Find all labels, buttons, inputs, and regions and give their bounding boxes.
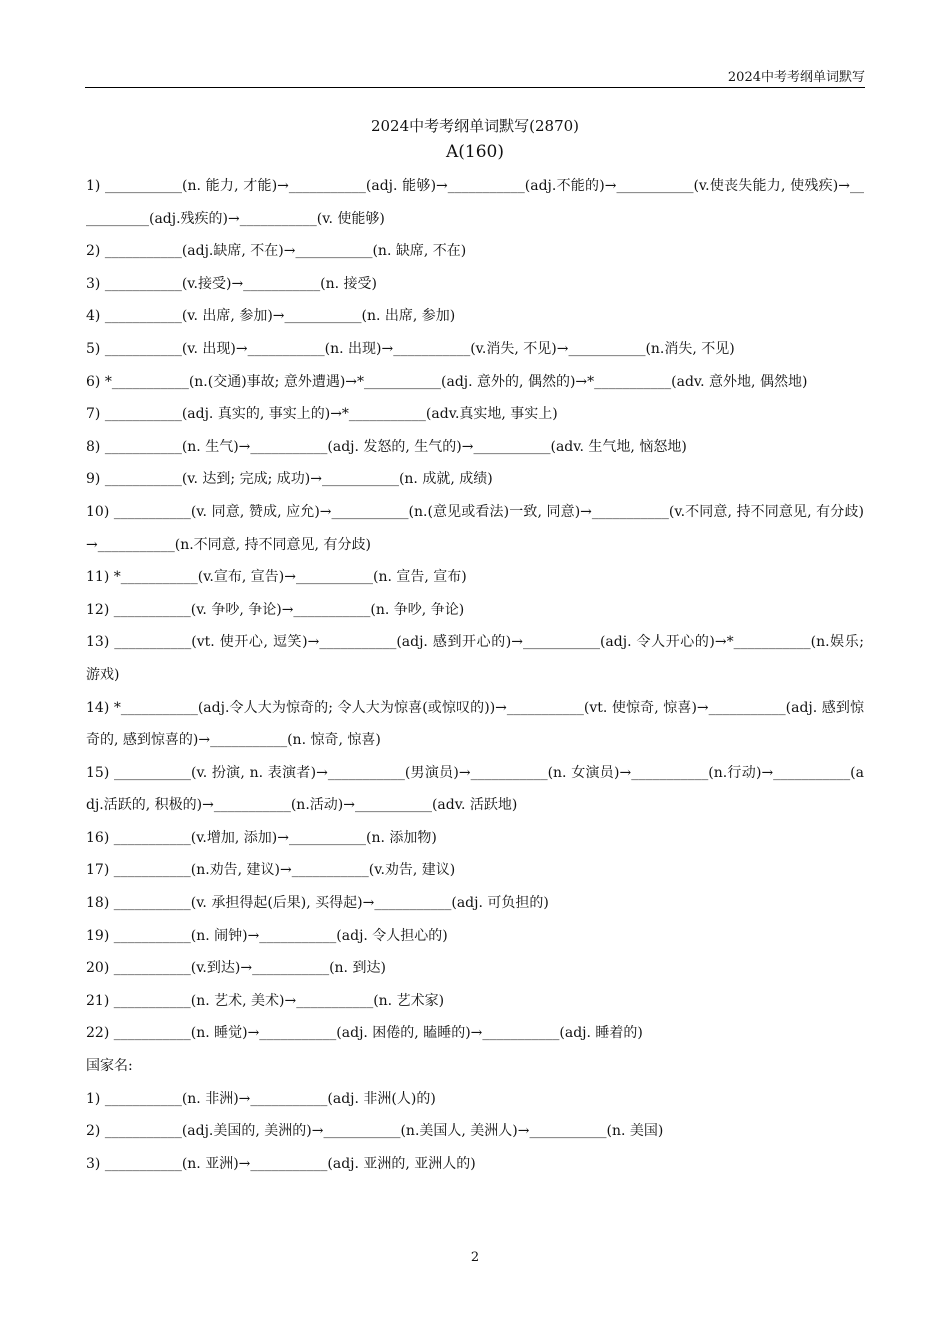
exercise-line: 20) ___________(v.到达)→___________(n. 到达) xyxy=(86,960,386,977)
exercise-line: 6) *___________(n.(交通)事故; 意外遭遇)→*___________(adj. 意外的, 偶然的)→*___________(adv. 意外地, 偶然地) xyxy=(86,373,808,390)
running-header: 2024中考考纲单词默写 xyxy=(727,70,865,85)
exercise-line: 8) ___________(n. 生气)→___________(adj. 发怒的, 生气的)→___________(adv. 生气地, 恼怒地) xyxy=(86,438,687,455)
header-divider xyxy=(85,87,865,88)
document-title: 2024中考考纲单词默写(2870) xyxy=(370,117,580,135)
exercise-line: 10) ___________(v. 同意, 赞成, 应允)→___________(n.(意见或看法)一致, 同意)→___________(v.不同意, 持不同意见, 有分歧)→___________(n.不同意, 持不同意见, 有分歧) xyxy=(86,503,864,553)
exercise-line: 18) ___________(v. 承担得起(后果), 买得起)→___________(adj. 可负担的) xyxy=(86,895,549,912)
worksheet-body xyxy=(86,114,869,1180)
exercise-line: 15) ___________(v. 扮演, n. 表演者)→___________(男演员)→___________(n. 女演员)→___________(n.行动)→___________(adj.活跃的, 积极的)→___________(n.活动)→___________(adv. 活跃地) xyxy=(86,764,864,814)
exercise-line: 21) ___________(n. 艺术, 美术)→___________(n. 艺术家) xyxy=(86,992,445,1009)
exercise-line: 9) ___________(v. 达到; 完成; 成功)→___________(n. 成就, 成绩) xyxy=(86,471,493,488)
exercise-line: 2) ___________(adj.美国的, 美洲的)→___________(n.美国人, 美洲人)→___________(n. 美国) xyxy=(86,1123,664,1140)
page-number: 2 xyxy=(470,1250,480,1265)
exercise-line: 3) ___________(v.接受)→___________(n. 接受) xyxy=(86,275,378,292)
exercise-line: 19) ___________(n. 闹钟)→___________(adj. 令人担心的) xyxy=(86,927,448,944)
exercise-line: 12) ___________(v. 争吵, 争论)→___________(n. 争吵, 争论) xyxy=(86,601,465,618)
exercise-line: 17) ___________(n.劝告, 建议)→___________(v.劝告, 建议) xyxy=(86,862,456,879)
exercise-line: 5) ___________(v. 出现)→___________(n. 出现)→___________(v.消失, 不见)→___________(n.消失, 不见) xyxy=(86,340,735,357)
exercise-line: 22) ___________(n. 睡觉)→___________(adj. 困倦的, 瞌睡的)→___________(adj. 睡着的) xyxy=(86,1025,643,1042)
exercise-line: 4) ___________(v. 出席, 参加)→___________(n. 出席, 参加) xyxy=(86,308,456,325)
exercise-line: 13) ___________(vt. 使开心, 逗笑)→___________(adj. 感到开心的)→___________(adj. 令人开心的)→*___________(n.娱乐; 游戏) xyxy=(86,634,869,683)
exercise-line: 3) ___________(n. 亚洲)→___________(adj. 亚洲的, 亚洲人的) xyxy=(86,1155,476,1172)
exercise-line: 2) ___________(adj.缺席, 不在)→___________(n. 缺席, 不在) xyxy=(86,243,467,260)
exercise-line: 14) *___________(adj.令人大为惊奇的; 令人大为惊喜(或惊叹的))→___________(vt. 使惊奇, 惊喜)→___________(adj. 感到惊奇的, 感到惊喜的)→___________(n. 惊奇, 惊喜) xyxy=(86,699,864,749)
exercise-line: 11) *___________(v.宣布, 宣告)→___________(n. 宣告, 宣布) xyxy=(86,569,467,586)
exercise-line: 16) ___________(v.增加, 添加)→___________(n. 添加物) xyxy=(86,829,437,846)
exercise-line: 7) ___________(adj. 真实的, 事实上的)→*___________(adv.真实地, 事实上) xyxy=(86,406,558,423)
section-title: A(160) xyxy=(446,142,504,162)
subsection-heading: 国家名: xyxy=(86,1058,133,1075)
exercise-line: 1) ___________(n. 能力, 才能)→___________(adj. 能够)→___________(adj.不能的)→___________(v.使丧失能力, 使残疾)→___________(adj.残疾的)→___________(v. 使能够) xyxy=(86,178,864,227)
exercise-line: 1) ___________(n. 非洲)→___________(adj. 非洲(人)的) xyxy=(86,1090,436,1107)
